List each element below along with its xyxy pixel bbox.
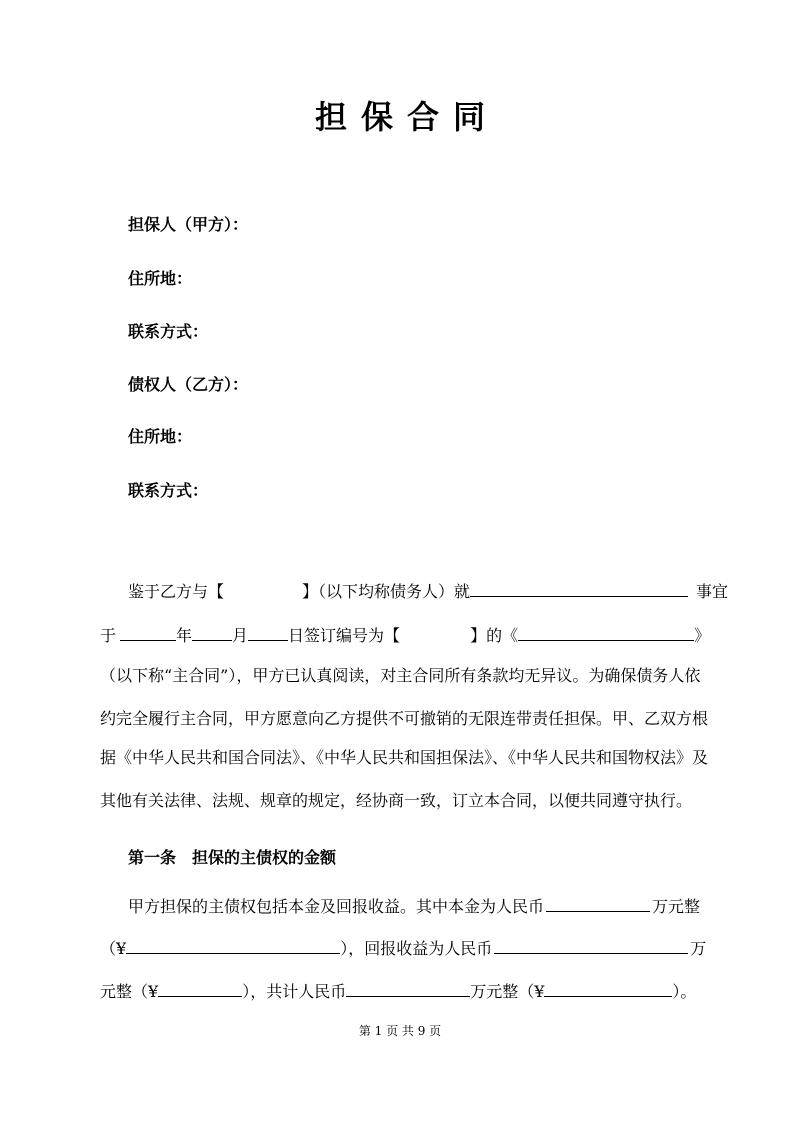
year-blank [120, 620, 176, 641]
return-blank [494, 933, 688, 954]
preamble-line-4: 约完全履行主合同，甲方愿意向乙方提供不可撤销的无限连带责任担保。甲、乙双方根 [100, 709, 709, 728]
return-figure-blank [158, 976, 242, 997]
article-1-line-1: 甲方担保的主债权包括本金及回报收益。其中本金为人民币 万元整 [128, 891, 705, 921]
total-blank [346, 976, 470, 997]
total-figure-blank [544, 976, 672, 997]
preamble-line-5: 据《中华人民共和国合同法》、《中华人民共和国担保法》、《中华人民共和国物权法》及 [100, 748, 709, 767]
creditor-contact-label: 联系方式： [128, 481, 209, 500]
page-number: 第 1 页 共 9 页 [358, 1024, 442, 1038]
principal-blank [546, 891, 650, 912]
creditor-label: 债权人（乙方）： [128, 375, 249, 394]
preamble-line-2: 于 年 月 日签订编号为【 】的《 》 [100, 620, 705, 650]
day-blank [248, 620, 288, 641]
article-1-heading: 第一条 担保的主债权的金额 [128, 848, 337, 867]
guarantor-contact-label: 联系方式： [128, 322, 209, 341]
guarantor-label: 担保人（甲方）： [128, 215, 249, 234]
creditor-address-label: 住所地： [128, 427, 193, 446]
principal-figure-blank [126, 933, 340, 954]
guarantor-address-label: 住所地： [128, 269, 193, 288]
contract-name-blank [518, 620, 694, 641]
matter-blank [470, 576, 688, 597]
document-title: 担保合同 [314, 98, 499, 136]
article-1-line-2: （¥ ），回报收益为人民币 万 [100, 933, 705, 963]
preamble-line-3: （以下称“主合同”），甲方已认真阅读，对主合同所有条款均无异议。为确保债务人依 [100, 666, 701, 685]
preamble-line-1: 鉴于乙方与【 】（以下均称债务人）就 事宜 [128, 576, 705, 606]
month-blank [192, 620, 232, 641]
preamble-line-6: 其他有关法律、法规、规章的规定，经协商一致，订立本合同，以便共同遵守执行。 [100, 791, 693, 810]
article-1-line-3: 元整（¥ ），共计人民币 万元整（¥ ）。 [100, 976, 705, 1006]
